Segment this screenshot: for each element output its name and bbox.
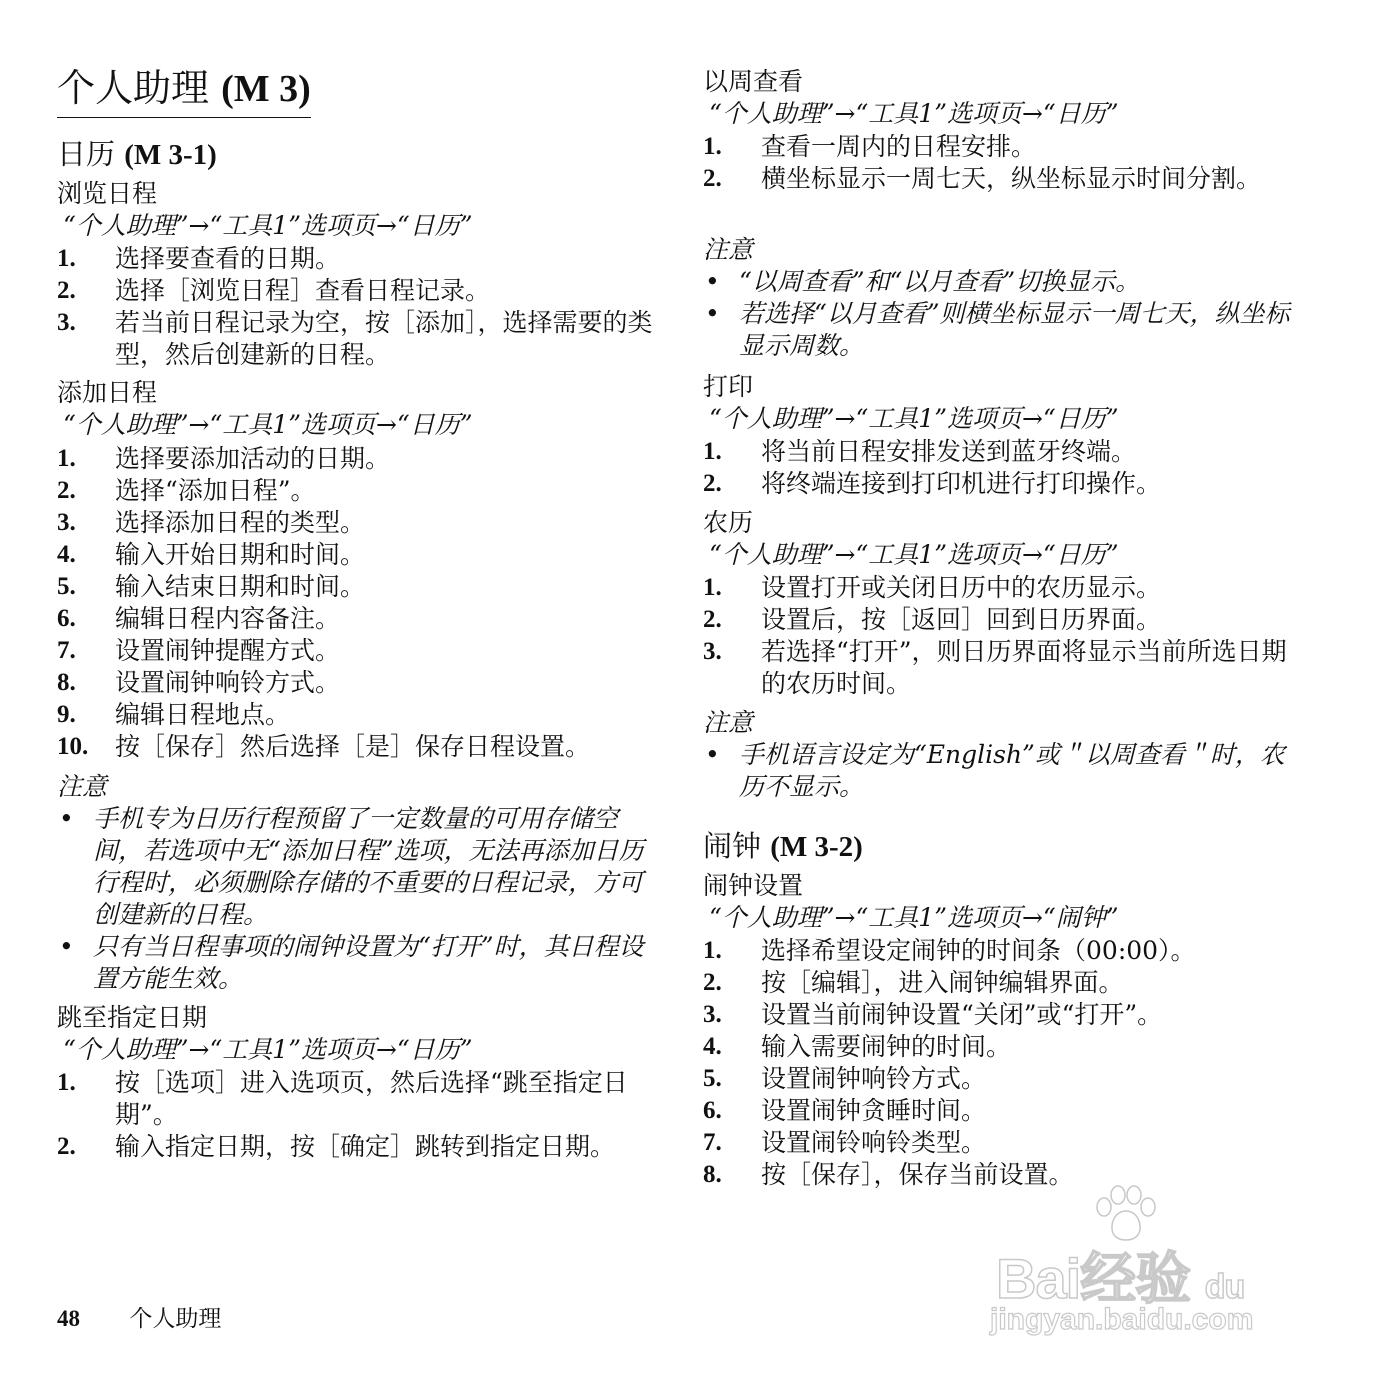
step-number: 3. xyxy=(703,1001,722,1028)
step-text: 设置当前闹钟设置“关闭”或“打开”。 xyxy=(761,1000,1163,1029)
step-number: 2. xyxy=(703,606,722,633)
jump-title: 跳至指定日期 xyxy=(57,1003,208,1032)
step-item xyxy=(57,475,657,507)
step-number: 6. xyxy=(703,1097,722,1124)
step-text: 编辑日程内容备注。 xyxy=(115,604,341,633)
step-number: 6. xyxy=(57,605,76,632)
step-item xyxy=(703,572,1303,604)
step-text: 设置后，按［返回］回到日历界面。 xyxy=(761,605,1162,634)
note-item xyxy=(57,803,657,931)
step-number: 1. xyxy=(57,245,76,272)
lunar-path: “个人助理”→“工具1”选项页→“日历” xyxy=(709,540,1119,569)
step-text: 按［编辑］，进入闹钟编辑界面。 xyxy=(761,968,1124,997)
step-number: 5. xyxy=(703,1065,722,1092)
browse-steps xyxy=(57,243,657,371)
lunar-note-label: 注意 xyxy=(703,708,754,737)
step-number: 1. xyxy=(703,133,722,160)
step-item xyxy=(703,436,1303,468)
bullet-icon: • xyxy=(59,932,74,961)
step-item xyxy=(703,1127,1303,1159)
step-text: 设置闹钟提醒方式。 xyxy=(115,636,341,665)
step-text: 设置闹钟响铃方式。 xyxy=(761,1064,987,1093)
step-text: 设置闹钟响铃方式。 xyxy=(115,668,341,697)
step-text: 设置闹钟贪睡时间。 xyxy=(761,1096,987,1125)
step-text: 设置打开或关闭日历中的农历显示。 xyxy=(761,573,1162,602)
step-text: 选择要查看的日期。 xyxy=(115,244,341,273)
alarm-setup-steps xyxy=(703,935,1303,1191)
step-text: 输入结束日期和时间。 xyxy=(115,572,366,601)
note-text: 只有当日程事项的闹钟设置为“打开”时，其日程设置方能生效。 xyxy=(93,932,644,993)
week-steps xyxy=(703,131,1303,195)
baidu-jingyan-watermark xyxy=(990,1185,1320,1345)
step-text: 横坐标显示一周七天，纵坐标显示时间分割。 xyxy=(761,164,1262,193)
step-item xyxy=(57,635,657,667)
step-number: 2. xyxy=(57,1133,76,1160)
print-steps xyxy=(703,436,1303,500)
watermark-brand-text: Bai经验 xyxy=(996,1247,1191,1310)
step-item xyxy=(57,667,657,699)
note-text: 手机专为日历行程预留了一定数量的可用存储空间，若选项中无“添加日程”选项，无法再添加日历行程时，必须删除存储的不重要的日程记录，方可创建新的日程。 xyxy=(93,804,644,929)
step-text: 输入开始日期和时间。 xyxy=(115,540,366,569)
step-item xyxy=(703,468,1303,500)
watermark-brand xyxy=(996,1235,1244,1315)
step-number: 8. xyxy=(57,669,76,696)
note-item xyxy=(57,931,657,995)
note-item xyxy=(703,298,1303,362)
step-text: 按［保存］然后选择［是］保存日程设置。 xyxy=(115,732,591,761)
paw-logo-icon xyxy=(1090,1185,1162,1243)
step-item xyxy=(703,999,1303,1031)
step-item xyxy=(703,1095,1303,1127)
alarm-setup-title: 闹钟设置 xyxy=(703,871,804,900)
alarm-title-cn: 闹钟 xyxy=(703,829,762,863)
calendar-title-cn: 日历 xyxy=(57,137,116,171)
step-number: 2. xyxy=(57,477,76,504)
step-text: 选择“添加日程”。 xyxy=(115,476,316,505)
step-item xyxy=(703,935,1303,967)
step-item xyxy=(703,1063,1303,1095)
step-number: 2. xyxy=(703,470,722,497)
step-number: 9. xyxy=(57,701,76,728)
step-number: 1. xyxy=(57,445,76,472)
watermark-url: jingyan.baidu.com xyxy=(990,1303,1254,1336)
add-notes xyxy=(57,803,657,995)
step-text: 按［选项］进入选项页，然后选择“跳至指定日期”。 xyxy=(115,1068,628,1129)
step-number: 1. xyxy=(703,937,722,964)
step-text: 将当前日程安排发送到蓝牙终端。 xyxy=(761,437,1137,466)
note-text: 若选择“以月查看”则横坐标显示一周七天，纵坐标显示周数。 xyxy=(739,299,1290,360)
week-notes xyxy=(703,266,1303,362)
jump-steps xyxy=(57,1067,657,1163)
step-item xyxy=(703,1159,1303,1191)
step-number: 7. xyxy=(703,1129,722,1156)
step-item xyxy=(57,1067,657,1131)
chapter-title-code: (M 3) xyxy=(221,68,311,110)
step-text: 若当前日程记录为空，按［添加］，选择需要的类型，然后创建新的日程。 xyxy=(115,308,653,369)
step-item xyxy=(57,603,657,635)
step-text: 将终端连接到打印机进行打印操作。 xyxy=(761,469,1162,498)
add-note-label: 注意 xyxy=(57,772,108,801)
note-text: “以周查看”和“以月查看”切换显示。 xyxy=(739,267,1141,296)
step-text: 输入指定日期，按［确定］跳转到指定日期。 xyxy=(115,1132,616,1161)
step-item xyxy=(57,699,657,731)
lunar-title: 农历 xyxy=(703,508,754,537)
step-item xyxy=(57,731,657,763)
step-item xyxy=(57,307,657,371)
step-item xyxy=(703,636,1303,700)
calendar-section-title xyxy=(57,134,217,175)
step-text: 选择要添加活动的日期。 xyxy=(115,444,391,473)
step-item xyxy=(703,131,1303,163)
lunar-notes xyxy=(703,739,1303,803)
step-item xyxy=(57,507,657,539)
bullet-icon: • xyxy=(705,267,720,296)
step-number: 7. xyxy=(57,637,76,664)
alarm-section-title xyxy=(703,826,863,867)
print-title: 打印 xyxy=(703,372,754,401)
step-text: 若选择“打开”，则日历界面将显示当前所选日期的农历时间。 xyxy=(761,637,1287,698)
step-text: 输入需要闹钟的时间。 xyxy=(761,1032,1012,1061)
step-text: 查看一周内的日程安排。 xyxy=(761,132,1037,161)
chapter-title-cn: 个人助理 xyxy=(57,66,210,110)
alarm-setup-path: “个人助理”→“工具1”选项页→“闹钟” xyxy=(709,903,1119,932)
browse-path: “个人助理”→“工具1”选项页→“日历” xyxy=(63,211,473,240)
footer-section-name: 个人助理 xyxy=(129,1306,222,1332)
step-number: 1. xyxy=(57,1069,76,1096)
lunar-steps xyxy=(703,572,1303,700)
note-item xyxy=(703,266,1303,298)
step-item xyxy=(703,604,1303,636)
week-title: 以周查看 xyxy=(703,67,804,96)
step-text: 编辑日程地点。 xyxy=(115,700,291,729)
step-text: 选择［浏览日程］查看日程记录。 xyxy=(115,276,491,305)
step-number: 1. xyxy=(703,574,722,601)
week-path: “个人助理”→“工具1”选项页→“日历” xyxy=(709,99,1119,128)
step-item xyxy=(57,1131,657,1163)
page-footer xyxy=(57,1303,221,1335)
step-item xyxy=(57,539,657,571)
step-number: 4. xyxy=(57,541,76,568)
note-text: 手机语言设定为“English”或＂以周查看＂时，农历不显示。 xyxy=(739,740,1285,801)
bullet-icon: • xyxy=(705,299,720,328)
step-item xyxy=(57,571,657,603)
step-number: 2. xyxy=(57,277,76,304)
note-item xyxy=(703,739,1303,803)
step-number: 4. xyxy=(703,1033,722,1060)
step-number: 3. xyxy=(57,309,76,336)
step-number: 1. xyxy=(703,438,722,465)
bullet-icon: • xyxy=(705,740,720,769)
add-path: “个人助理”→“工具1”选项页→“日历” xyxy=(63,410,473,439)
step-item xyxy=(57,443,657,475)
step-text: 按［保存］，保存当前设置。 xyxy=(761,1160,1074,1189)
add-steps xyxy=(57,443,657,763)
step-item xyxy=(57,243,657,275)
step-number: 5. xyxy=(57,573,76,600)
browse-title: 浏览日程 xyxy=(57,179,158,208)
alarm-title-code: (M 3-2) xyxy=(770,831,863,863)
print-path: “个人助理”→“工具1”选项页→“日历” xyxy=(709,404,1119,433)
step-item xyxy=(703,1031,1303,1063)
step-text: 设置闹铃响铃类型。 xyxy=(761,1128,987,1157)
step-item xyxy=(57,275,657,307)
week-note-label: 注意 xyxy=(703,235,754,264)
chapter-title xyxy=(57,62,311,118)
step-text: 选择希望设定闹钟的时间条（00:00）。 xyxy=(761,936,1196,965)
step-number: 10. xyxy=(57,733,89,760)
step-number: 2. xyxy=(703,165,722,192)
step-item xyxy=(703,967,1303,999)
jump-path: “个人助理”→“工具1”选项页→“日历” xyxy=(63,1035,473,1064)
step-item xyxy=(703,163,1303,195)
bullet-icon: • xyxy=(59,804,74,833)
step-number: 2. xyxy=(703,969,722,996)
calendar-title-code: (M 3-1) xyxy=(124,139,217,171)
step-number: 3. xyxy=(57,509,76,536)
page-number: 48 xyxy=(57,1306,80,1331)
step-number: 3. xyxy=(703,638,722,665)
add-title: 添加日程 xyxy=(57,378,158,407)
watermark-brand-du: du xyxy=(1204,1268,1245,1306)
step-number: 8. xyxy=(703,1161,722,1188)
step-text: 选择添加日程的类型。 xyxy=(115,508,366,537)
